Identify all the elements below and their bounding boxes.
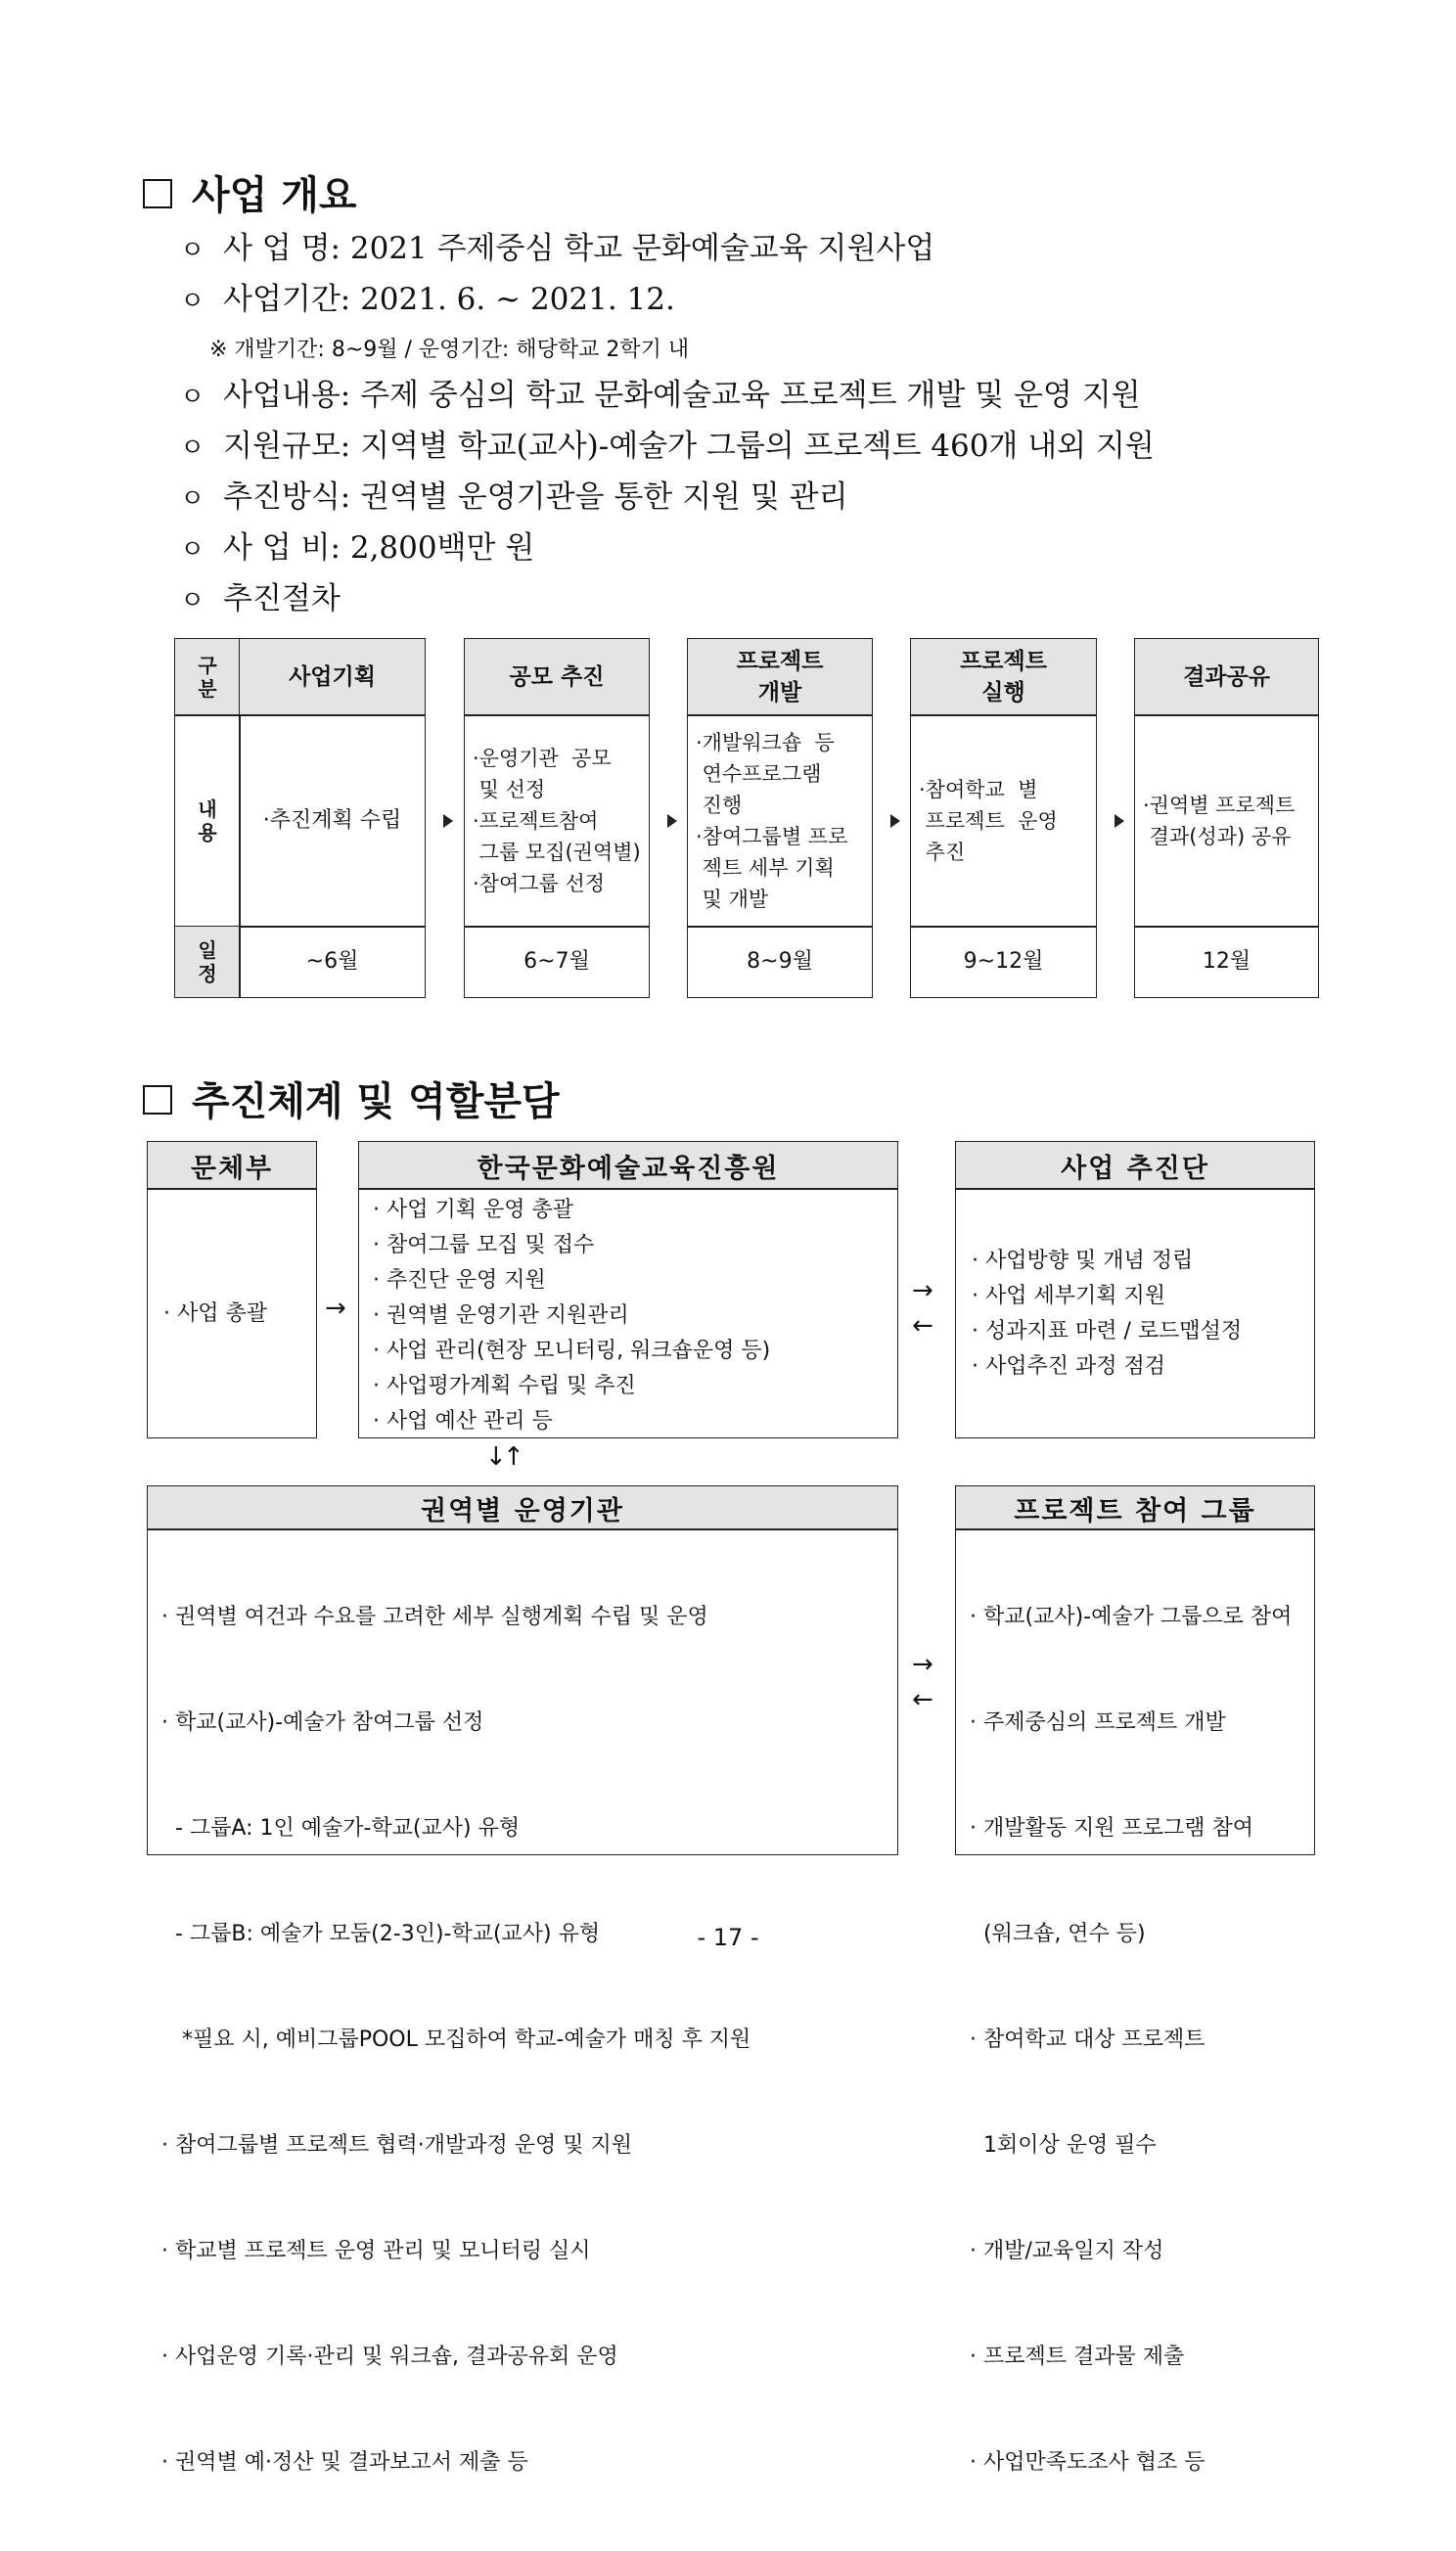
list-item: · 참여그룹별 프로젝트 협력·개발과정 운영 및 지원 xyxy=(161,2133,632,2158)
stage-schedule: 8~9월 xyxy=(687,926,873,998)
circle-bullet-icon: ㅇ xyxy=(180,383,205,412)
list-item: *필요 시, 예비그룹POOL 모집하여 학교-예술가 매칭 후 지원 xyxy=(161,2027,751,2052)
list-item: · 참여학교 대상 프로젝트 xyxy=(970,2027,1206,2052)
bullet-item: ㅇ 추진방식: 권역별 운영기관을 통한 지원 및 관리 xyxy=(180,479,848,515)
arrow-down-icon: ↓ xyxy=(485,1442,507,1472)
circle-bullet-icon: ㅇ xyxy=(180,236,205,265)
arrow-right-icon: → xyxy=(912,1276,933,1305)
list-item: 1회이상 운영 필수 xyxy=(970,2133,1157,2158)
circle-bullet-icon: ㅇ xyxy=(180,535,205,565)
regional-header: 권역별 운영기관 xyxy=(147,1485,898,1530)
promotion-box xyxy=(955,1188,1315,1438)
ministry-header: 문체부 xyxy=(147,1141,317,1190)
list-item: · 개발/교육일지 작성 xyxy=(970,2239,1164,2263)
circle-bullet-icon: ㅇ xyxy=(180,484,205,514)
arrow-right-icon: → xyxy=(912,1650,933,1679)
list-item: · 사업 총괄 xyxy=(163,1301,267,1326)
bullet-item: ㅇ 사업내용: 주제 중심의 학교 문화예술교육 프로젝트 개발 및 운영 지원 xyxy=(180,378,1141,413)
list-item: · 사업방향 및 개념 정립 xyxy=(972,1249,1194,1273)
row-label-stage: 구 분 xyxy=(174,638,241,716)
list-item: · 학교(교사)-예술가 참여그룹 선정 xyxy=(161,1710,484,1735)
groups-header: 프로젝트 참여 그룹 xyxy=(955,1485,1315,1530)
page-number: - 17 - xyxy=(697,1924,759,1951)
row-label-content: 내 용 xyxy=(174,714,241,928)
arrow-right-icon xyxy=(1115,814,1124,828)
list-item: · 학교별 프로젝트 운영 관리 및 모니터링 실시 xyxy=(161,2239,591,2263)
list-item: · 사업 예산 관리 등 xyxy=(373,1409,553,1434)
list-item: · 사업만족도조사 협조 등 xyxy=(970,2450,1206,2475)
list-item: · 사업 세부기획 지원 xyxy=(972,1284,1165,1308)
list-item: · 사업 관리(현장 모니터링, 워크숍운영 등) xyxy=(373,1339,771,1363)
stage-schedule: 6~7월 xyxy=(464,926,650,998)
row-label-schedule: 일 정 xyxy=(174,926,241,998)
list-item: (워크숍, 연수 등) xyxy=(970,1922,1146,1946)
bullet-item: ㅇ 추진절차 xyxy=(180,581,341,616)
section2-title: 추진체계 및 역할분담 xyxy=(192,1079,560,1124)
section1-heading xyxy=(143,164,357,220)
schedule-note: ※ 개발기간: 8~9월 / 운영기간: 해당학교 2학기 내 xyxy=(209,338,690,362)
stage-schedule: ~6월 xyxy=(239,926,426,998)
list-item: · 사업 기획 운영 총괄 xyxy=(373,1198,573,1222)
stage-title: 결과공유 xyxy=(1134,638,1319,716)
circle-bullet-icon: ㅇ xyxy=(180,287,205,316)
arrow-right-icon xyxy=(890,814,900,828)
list-item: · 추진단 운영 지원 xyxy=(373,1268,546,1293)
arrow-left-icon: ← xyxy=(912,1311,933,1341)
stage-schedule: 9~12월 xyxy=(910,926,1097,998)
section2-heading xyxy=(143,1071,560,1126)
arrow-right-icon: → xyxy=(325,1294,346,1323)
arrow-right-icon xyxy=(443,814,453,828)
stage-content: ·참여학교 별 프로젝트 운영 추진 xyxy=(910,714,1097,928)
stage-title: 프로젝트 실행 xyxy=(910,638,1097,716)
list-item: · 권역별 예·정산 및 결과보고서 제출 등 xyxy=(161,2450,528,2475)
arte-box xyxy=(358,1188,898,1438)
arrow-up-icon: ↑ xyxy=(503,1442,524,1472)
list-item: · 주제중심의 프로젝트 개발 xyxy=(970,1710,1226,1735)
stage-schedule: 12월 xyxy=(1134,926,1319,998)
arte-header: 한국문화예술교육진흥원 xyxy=(358,1141,898,1190)
stage-content: ·추진계획 수립 xyxy=(239,714,426,928)
arrow-right-icon xyxy=(667,814,677,828)
bullet-item: ㅇ 사 업 명: 2021 주제중심 학교 문화예술교육 지원사업 xyxy=(180,231,935,266)
list-item: · 사업운영 기록·관리 및 워크숍, 결과공유회 운영 xyxy=(161,2345,618,2369)
list-item: · 권역별 운영기관 지원관리 xyxy=(373,1303,629,1328)
stage-title: 프로젝트 개발 xyxy=(687,638,873,716)
list-item: · 개발활동 지원 프로그램 참여 xyxy=(970,1816,1253,1841)
list-item: - 그룹A: 1인 예술가-학교(교사) 유형 xyxy=(161,1816,521,1841)
stage-content: ·권역별 프로젝트 결과(성과) 공유 xyxy=(1134,714,1319,928)
checkbox-square-icon xyxy=(143,179,172,208)
bullet-item: ㅇ 사 업 비: 2,800백만 원 xyxy=(180,530,535,566)
list-item: · 참여그룹 모집 및 접수 xyxy=(373,1233,595,1257)
stage-content: ·개발워크숍 등 연수프로그램 진행 ·참여그룹별 프로 젝트 세부 기획 및 개발 xyxy=(687,714,873,928)
list-item: · 프로젝트 결과물 제출 xyxy=(970,2345,1185,2369)
list-item: · 사업추진 과정 점검 xyxy=(972,1354,1165,1379)
circle-bullet-icon: ㅇ xyxy=(180,433,205,463)
ministry-box xyxy=(147,1188,317,1438)
list-item: · 사업평가계획 수립 및 추진 xyxy=(373,1374,636,1398)
groups-box xyxy=(955,1528,1315,2475)
circle-bullet-icon: ㅇ xyxy=(180,586,205,615)
stage-title: 사업기획 xyxy=(239,638,426,716)
arrow-left-icon: ← xyxy=(912,1685,933,1714)
promotion-header: 사업 추진단 xyxy=(955,1141,1315,1190)
list-item: · 성과지표 마련 / 로드맵설정 xyxy=(972,1319,1243,1344)
bullet-item: ㅇ 사업기간: 2021. 6. ~ 2021. 12. xyxy=(180,282,675,317)
section1-title: 사업 개요 xyxy=(192,173,357,218)
list-item: · 권역별 여건과 수요를 고려한 세부 실행계획 수립 및 운영 xyxy=(161,1605,708,1629)
list-item: - 그룹B: 예술가 모둠(2-3인)-학교(교사) 유형 xyxy=(161,1922,601,1946)
stage-title: 공모 추진 xyxy=(464,638,650,716)
list-item: · 학교(교사)-예술가 그룹으로 참여 xyxy=(970,1605,1293,1629)
stage-content: ·운영기관 공모 및 선정 ·프로젝트참여 그룹 모집(권역별) ·참여그룹 선정 xyxy=(464,714,650,928)
checkbox-square-icon xyxy=(143,1085,172,1115)
bullet-item: ㅇ 지원규모: 지역별 학교(교사)-예술가 그룹의 프로젝트 460개 내외 지원 xyxy=(180,429,1155,464)
